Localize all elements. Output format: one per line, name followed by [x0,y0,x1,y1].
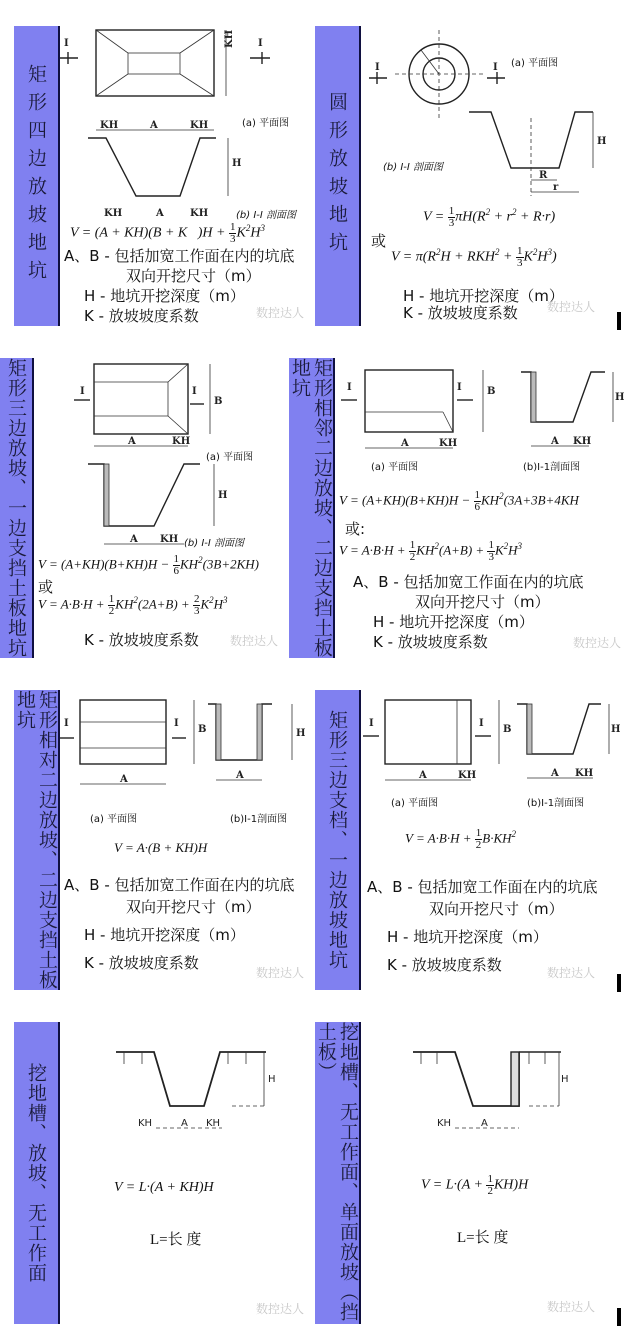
volume-formula: V = (A + KH)(B + K )H + $\frac{1}{3}$ $K^2H^3$ [70,221,265,245]
volume-formula-1: V = (A+KH)(B+KH)H − $\frac{1}{6}$ $KH^2(3A+3B+4KH$ [339,489,579,513]
panel-title-bar [315,1022,361,1324]
plan-caption: (a) 平面图 [242,118,290,129]
legend-h: H - 地坑开挖深度（m） [84,926,245,944]
svg-text:I: I [64,38,69,49]
plan-caption: (a) 平面图 [511,58,559,69]
plan-caption: (a) 平面图 [391,798,439,809]
panel-circular-slope [315,26,615,326]
svg-text:A: A [551,436,559,447]
panel-rect-three-side-support-one-slope [315,690,621,990]
length-note: L=长 度 [150,1232,202,1248]
watermark: 数控达人 [547,300,596,314]
panel-title-bar [14,1022,60,1324]
plan-caption: (a) 平面图 [90,814,138,825]
panel-title: 圆形放坡地坑 [326,92,348,260]
section-caption: (b) I-I 剖面图 [236,210,297,221]
svg-text:B: B [214,396,223,407]
or-label: 或 [38,578,54,596]
svg-text:KH: KH [439,438,458,449]
volume-formula-2: V = A·B·H + $\frac{1}{2}$ $KH^2(2A+B)$ + $\frac{2}{3}$ $K^2H^3$ [38,593,228,617]
plan-diagram [361,690,621,810]
watermark: 数控达人 [256,966,305,980]
svg-text:KH: KH [575,768,594,779]
legend-h: H - 地坑开挖深度（m） [84,287,245,305]
svg-text:A: A [120,774,128,785]
svg-text:H: H [611,724,621,735]
panel-rect-adjacent-two-side-slope [289,358,627,658]
panel-title-bar [0,358,34,658]
panel-title: 矩形相邻二边放坡、二边支挡土板地坑 [289,358,333,658]
panel-rect-opposite-two-side-slope [14,690,314,990]
section-caption: (b)I-1剖面图 [523,462,581,473]
panel-content [361,26,615,326]
plan-caption: (a) 平面图 [206,452,254,463]
svg-text:KH: KH [458,770,477,781]
panel-title: 矩形四边放坡地坑 [25,64,47,288]
panel-title: 矩形三边放坡、一边支挡土板地坑 [5,358,27,658]
legend-h: H - 地坑开挖深度（m） [373,613,534,631]
svg-text:I: I [493,62,498,73]
svg-text:I: I [80,386,85,397]
panel-title-bar [14,26,60,326]
legend-h: H - 地坑开挖深度（m） [403,287,564,305]
legend-h: H - 地坑开挖深度（m） [387,928,548,946]
legend-k: K - 放坡坡度系数 [84,307,199,325]
plan-caption: (a) 平面图 [371,462,419,473]
svg-text:I: I [457,382,462,393]
volume-formula: V = A·(B + KH)H [114,840,208,855]
svg-text:B: B [503,724,512,735]
legend-ab: A、B - 包括加宽工作面在内的坑底 [367,878,598,896]
legend-k: K - 放坡坡度系数 [84,954,199,972]
legend [367,876,598,976]
svg-text:B: B [198,724,207,735]
svg-text:I: I [64,718,69,729]
legend-k: K - 放坡坡度系数 [84,631,199,649]
svg-text:H: H [561,1074,569,1085]
volume-formula: V = A·B·H + $\frac{1}{2}$ $B\cdot KH^2$ [405,827,517,851]
volume-formula-1: V = $\frac{1}{3}$ $\pi H(R^2 + r^2 + R\cdot r)$ [423,205,556,229]
panel-content [34,358,288,658]
svg-text:KH: KH [437,1118,452,1129]
watermark: 数控达人 [230,634,279,648]
length-note: L=长 度 [457,1230,509,1246]
legend [353,572,584,652]
volume-formula: V = L·(A + KH)H [114,1180,214,1195]
trench-diagram [60,1022,314,1142]
legend [64,874,295,974]
watermark: 数控达人 [573,636,622,650]
panel-title: 矩形相对二边放坡、二边支挡土板地坑 [14,690,58,990]
svg-text:I: I [369,718,374,729]
panel-content [60,26,314,326]
svg-text:H: H [615,392,625,403]
panel-content [361,1022,615,1324]
legend-ab-cont: 双向开挖尺寸（m） [415,593,550,611]
volume-formula: V = L·(A + $\frac{1}{2}$ KH)H [421,1173,529,1197]
svg-text:KH: KH [172,436,191,447]
panel-trench-single-slope-board [315,1022,615,1324]
plan-diagram [361,26,615,206]
svg-text:A: A [181,1118,188,1129]
svg-text:B: B [487,386,496,397]
panel-title-bar [14,690,60,990]
svg-text:R: R [539,170,548,181]
panel-title: 矩形三边支档、一边放坡地坑 [326,710,348,970]
volume-formula-1: V = (A+KH)(B+KH)H − $\frac{1}{6}$ $KH^2(3B+2KH)$ [38,553,260,577]
svg-text:H: H [296,728,306,739]
plan-diagram [60,690,314,810]
legend-k: K - 放坡坡度系数 [403,304,518,322]
panel-title-bar [315,26,361,326]
svg-text:A: A [401,438,409,449]
svg-text:A: A [419,770,427,781]
panel-content [60,1022,314,1324]
watermark: 数控达人 [256,306,305,320]
svg-text:I: I [375,62,380,73]
legend-ab: A、B - 包括加宽工作面在内的坑底 [353,573,584,591]
svg-text:I: I [192,386,197,397]
legend-k: K - 放坡坡度系数 [373,633,488,651]
section-caption: (b)I-1剖面图 [527,798,585,809]
svg-text:A: A [150,120,158,131]
panel-title: 挖地槽、放坡、无工作面 [25,1063,47,1283]
or-label: 或: [345,520,366,538]
svg-text:H: H [268,1074,276,1085]
legend-ab: A、B - 包括加宽工作面在内的坑底 [64,876,295,894]
legend-ab-cont: 双向开挖尺寸（m） [126,267,261,285]
dim-kh: KH [224,29,235,48]
panel-title-bar [289,358,335,658]
svg-text:KH: KH [190,208,209,219]
svg-text:A: A [130,534,138,545]
svg-text:KH: KH [104,208,123,219]
svg-text:I: I [347,382,352,393]
svg-text:H: H [232,158,242,169]
watermark: 数控达人 [547,966,596,980]
panel-title: 挖地槽、无工作面、单面放坡（挡土板） [315,1022,359,1322]
section-caption: (b) I-I 剖面图 [383,162,444,173]
legend-k: K - 放坡坡度系数 [387,956,502,974]
legend [403,288,564,322]
svg-text:KH: KH [100,120,119,131]
panel-title-bar [315,690,361,990]
legend-ab-cont: 双向开挖尺寸（m） [126,898,261,916]
volume-formula-2: $V = \pi(R^2H + RKH^2$ + $\frac{1}{3}$ $K^2H^3$) [391,245,557,269]
watermark: 数控达人 [547,1300,596,1314]
volume-formula-2: V = A·B·H + $\frac{1}{2}$ $KH^2(A+B)$ + $\frac{1}{3}$ $K^2H^3$ [339,539,523,563]
svg-text:A: A [128,436,136,447]
svg-text:H: H [597,136,607,147]
svg-text:A: A [156,208,164,219]
svg-text:A: A [481,1118,488,1129]
svg-text:r: r [553,182,559,193]
marker-bar [617,1308,621,1326]
legend-ab: A、B - 包括加宽工作面在内的坑底 [64,247,295,265]
panel-rect-four-side-slope [14,26,314,326]
panel-content [361,690,621,990]
svg-text:I: I [174,718,179,729]
trench-diagram [361,1022,615,1142]
marker-bar [617,312,621,330]
panel-content [60,690,314,990]
svg-text:KH: KH [160,534,179,545]
svg-text:I: I [258,38,263,49]
panel-rect-three-side-slope-one-board [0,358,288,658]
panel-content [335,358,627,658]
or-label: 或 [371,232,387,250]
svg-text:H: H [218,490,228,501]
marker-bar [617,974,621,992]
legend [84,630,199,650]
svg-text:A: A [236,770,244,781]
watermark: 数控达人 [256,1302,305,1316]
svg-text:I: I [479,718,484,729]
panel-trench-slope-no-workface [14,1022,314,1324]
section-caption: (b) I-I 剖面图 [184,538,245,549]
svg-text:KH: KH [206,1118,221,1129]
svg-text:KH: KH [573,436,592,447]
svg-text:KH: KH [138,1118,153,1129]
svg-text:A: A [551,768,559,779]
section-caption: (b)I-1剖面图 [230,814,288,825]
svg-text:KH: KH [190,120,209,131]
legend-ab-cont: 双向开挖尺寸（m） [429,900,564,918]
